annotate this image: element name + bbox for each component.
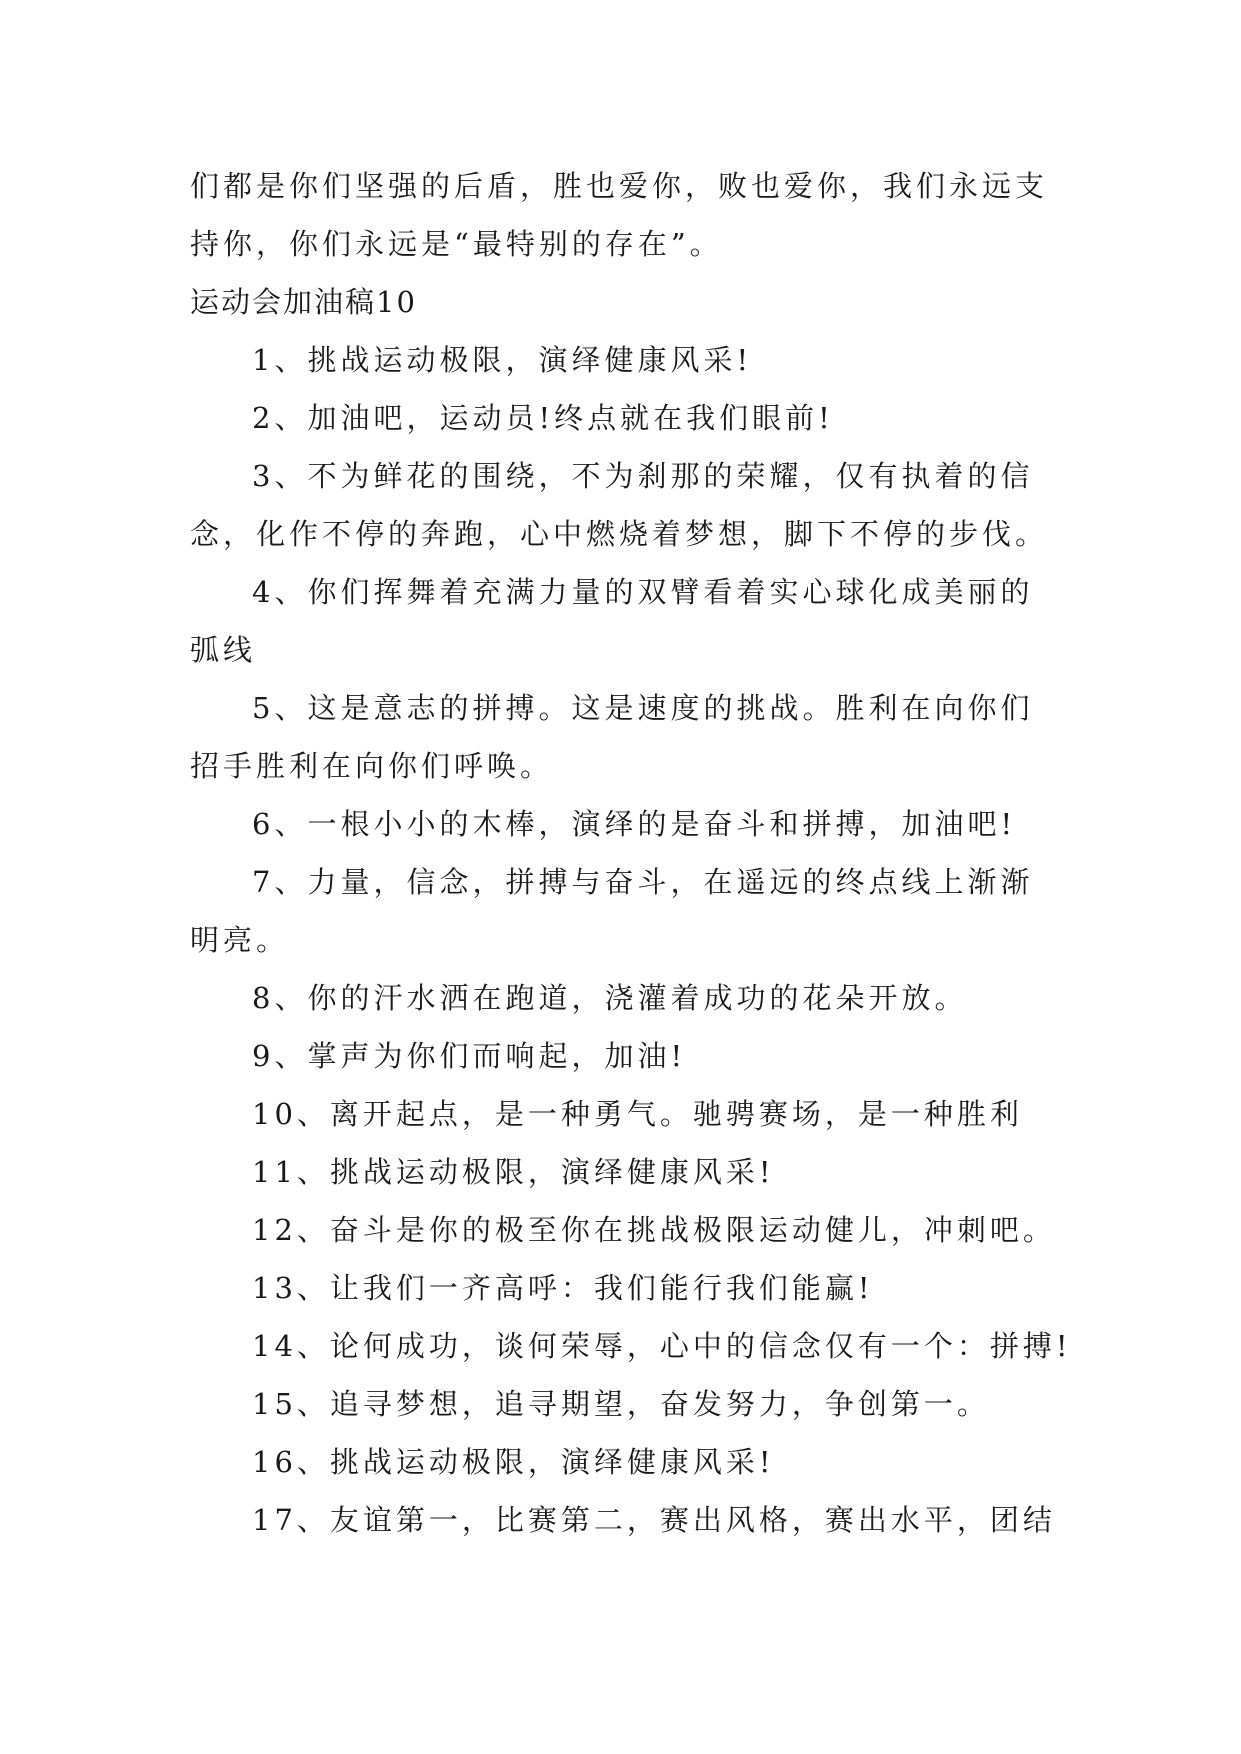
paragraph-line-1: 们都是你们坚强的后盾，胜也爱你，败也爱你，我们永远支 xyxy=(190,169,1049,203)
cheer-item-3-continued: 念，化作不停的奔跑，心中燃烧着梦想，脚下不停的步伐。 xyxy=(190,517,1049,551)
cheer-item-12: 12、奋斗是你的极至你在挑战极限运动健儿，冲刺吧。 xyxy=(252,1213,1056,1247)
section-heading: 运动会加油稿10 xyxy=(190,285,417,319)
cheer-item-4-continued: 弧线 xyxy=(190,633,257,667)
cheer-item-15: 15、追寻梦想，追寻期望，奋发努力，争创第一。 xyxy=(252,1387,990,1421)
cheer-item-17: 17、友谊第一，比赛第二，赛出风格，赛出水平，团结 xyxy=(252,1503,1056,1537)
paragraph-line-2: 持你，你们永远是“最特别的存在”。 xyxy=(190,227,723,261)
cheer-item-8: 8、你的汗水洒在跑道，浇灌着成功的花朵开放。 xyxy=(252,981,968,1015)
cheer-item-16: 16、挑战运动极限，演绎健康风采! xyxy=(252,1445,775,1479)
cheer-item-5: 5、这是意志的拼搏。这是速度的挑战。胜利在向你们 xyxy=(252,691,1034,725)
cheer-item-5-continued: 招手胜利在向你们呼唤。 xyxy=(190,749,554,783)
cheer-item-4: 4、你们挥舞着充满力量的双臂看着实心球化成美丽的 xyxy=(252,575,1034,609)
cheer-item-7: 7、力量，信念，拼搏与奋斗，在遥远的终点线上渐渐 xyxy=(252,865,1034,899)
cheer-item-10: 10、离开起点，是一种勇气。驰骋赛场，是一种胜利 xyxy=(252,1097,1023,1131)
document-body xyxy=(190,157,1070,1549)
cheer-item-9: 9、掌声为你们而响起，加油! xyxy=(252,1039,687,1073)
cheer-item-7-continued: 明亮。 xyxy=(190,923,290,957)
cheer-item-11: 11、挑战运动极限，演绎健康风采! xyxy=(252,1155,775,1189)
cheer-item-2: 2、加油吧，运动员!终点就在我们眼前! xyxy=(252,401,834,435)
cheer-item-13: 13、让我们一齐高呼：我们能行我们能赢! xyxy=(252,1271,874,1305)
cheer-item-1: 1、挑战运动极限，演绎健康风采! xyxy=(252,343,753,377)
cheer-item-3: 3、不为鲜花的围绕，不为刹那的荣耀，仅有执着的信 xyxy=(252,459,1034,493)
cheer-item-14: 14、论何成功，谈何荣辱，心中的信念仅有一个：拼搏! xyxy=(252,1329,1072,1363)
cheer-item-6: 6、一根小小的木棒，演绎的是奋斗和拼搏，加油吧! xyxy=(252,807,1017,841)
